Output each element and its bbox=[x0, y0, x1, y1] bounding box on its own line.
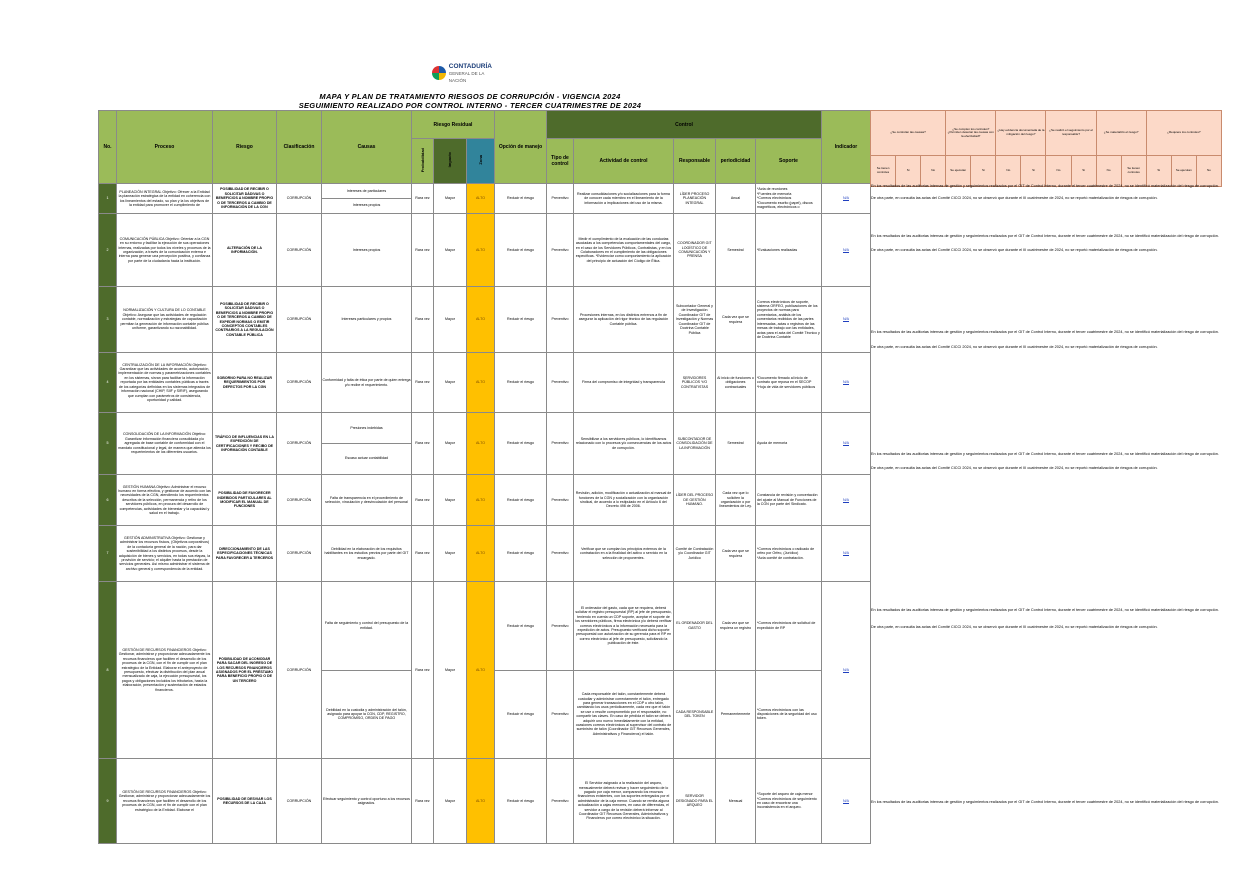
header-soporte: Soporte bbox=[756, 139, 822, 184]
periodicidad-cell: Mensual bbox=[716, 759, 756, 844]
eval-header-4: ¿Se realizó el seguimiento por el responsable? bbox=[1046, 111, 1096, 156]
header-periodicidad: periodicidad bbox=[716, 139, 756, 184]
responsable-cell: EL ORDENADOR DEL GASTO bbox=[674, 582, 716, 671]
soporte-cell: Ayuda de memoria bbox=[756, 413, 822, 475]
indicador-link[interactable]: N/A bbox=[843, 380, 849, 385]
indicador-cell bbox=[822, 759, 871, 844]
clasificacion-cell: CORRUPCIÓN bbox=[277, 526, 322, 582]
table-row bbox=[99, 214, 871, 287]
periodicidad-cell: Cada vez que lo soliciten la organización o por lineamientos de Ley. bbox=[716, 475, 756, 526]
actividad-cell: Procesiones internas, en los distintos entrenos a fin de asegurar la aplicación del rigor técnico de las regulación Contable pública. bbox=[574, 287, 674, 353]
header-tipo: Tipo de control bbox=[547, 139, 574, 184]
riesgo-cell: POSIBILIDAD DE RECIBIR O SOLICITAR DÁDIVAS O BENEFICIOS A NOMBRE PROPIO O DE TERCEROS A CAMBIO DE INFORMACIÓN DE LA CGN bbox=[213, 184, 277, 214]
row-number: 1 bbox=[99, 184, 117, 214]
indicador-link[interactable]: N/A bbox=[843, 667, 849, 672]
logo-name: CONTADURÍA bbox=[448, 62, 492, 70]
indicador-cell bbox=[822, 184, 871, 214]
indicador-cell bbox=[822, 582, 871, 759]
row-number: 4 bbox=[99, 353, 117, 413]
responsable-cell: SERVIDOR DESIGNADO PARA EL ARQUEO bbox=[674, 759, 716, 844]
eval-header-1: ¿Se controlan las causas? bbox=[871, 111, 946, 156]
row-number: 6 bbox=[99, 475, 117, 526]
actividad-cell: Medir el cumplimiento de la evaluación de las conductas asociadas a los competencias comportamentales del cargo, en el caso de los Servidores Públicos, Contratistas, y en los Colaboradores en el cumplimiento de las obligaciones específicas. *Evidenciar como comportamiento la aplicación del principio de actuación del Código de Ética. bbox=[574, 214, 674, 287]
causa-item: Presiones indebidas bbox=[322, 414, 411, 444]
indicador-link[interactable]: N/A bbox=[843, 497, 849, 502]
opcion-cell: Reducir el riesgo bbox=[495, 184, 547, 214]
opcion-cell: Reducir el riesgo bbox=[495, 287, 547, 353]
riesgo-cell: ALTERACIÓN DE LA INFORMACIÓN. bbox=[213, 214, 277, 287]
impacto-cell: Mayor bbox=[434, 475, 467, 526]
zona-cell: ALTO bbox=[467, 287, 495, 353]
probabilidad-cell: Rara vez bbox=[412, 526, 434, 582]
causas-cell: Debilidad en la custodia y administración del talón, asignado para apoyar la CGN, CDP, REGISTRO, COMPROMISO, ORDEN DE PAGO bbox=[322, 670, 412, 759]
actividad-cell: Realizar consolidaciones y/o socializaciones para la forma de conocer cada miembro en el lineamiento de la información a implicaciones del uso de la misma. bbox=[574, 184, 674, 214]
row-number: 7 bbox=[99, 526, 117, 582]
riesgo-cell: POSIBILIDAD DE ACOMODAR PARA SACAR DEL INGRESO DE LOS RECURSOS FINANCIEROS ASIGNADOS POR EL PRÉSTAMO PARA BENEFICIO PROPIO O DE UN TERCERO bbox=[213, 582, 277, 759]
clasificacion-cell: CORRUPCIÓN bbox=[277, 353, 322, 413]
row-number: 3 bbox=[99, 287, 117, 353]
soporte-cell: *Evaluaciones realizadas bbox=[756, 214, 822, 287]
eval-sub: No bbox=[921, 156, 946, 187]
riesgo-cell: TRÁFICO DE INFLUENCIAS EN LA EXPEDICIÓN DE CERTIFICACIONES Y RECIBO DE INFORMACIÓN CONTABLE bbox=[213, 413, 277, 475]
header-probabilidad: Probabilidad bbox=[419, 147, 425, 173]
observation-note: De otra parte, en consulta las actas del Comité CICCI 2024, no se observó que durante el III cuatrimestre de 2024, no se reportó materialización de riesgos de corrupción. bbox=[871, 625, 1158, 629]
clasificacion-cell: CORRUPCIÓN bbox=[277, 413, 322, 475]
observation-note: En los resultados de las auditorias internas de gestión y seguimientos realizados por el GIT de Control Interno, durante el tercer cuatrimestre de 2024, no se identificó materialización del riesgo de corrupción. bbox=[871, 234, 1219, 238]
tipo-cell: Preventivo bbox=[547, 184, 574, 214]
header-responsable: Responsable bbox=[674, 139, 716, 184]
probabilidad-cell: Rara vez bbox=[412, 184, 434, 214]
indicador-link[interactable]: N/A bbox=[843, 441, 849, 446]
actividad-cell: El Servidor asignado a la realización del arqueo, mensualmente deberá revisar y hacer seguimiento de lo pagado por caja menor, comparando los recursos financieros existentes, con los soportes entregados por el administrador de la caja menor. Cuando se remita alguna actualización a cajas menores, en caso de diferencias, el servidor a cargo de la revisión deberá informar al Coordinador GIT Recursos Generales, Administrativos y Financieros por correo electrónico la situación. bbox=[574, 759, 674, 844]
causas-cell: Debilidad en la elaboración de los requisitos habilitantes en los estudios previos por parte del GIT encargado. bbox=[322, 526, 412, 582]
zona-cell: ALTO bbox=[467, 526, 495, 582]
proceso-cell: CENTRALIZACIÓN DE LA INFORMACIÓN Objetivo: Garantizar que las actividades de acuerdo, autorización, implementación de normas y parametrizaciones contables en los sistemas, sirvan para facilitar la información reportada por las entidades contables públicas a través de los categorías definidas en los sistemas integrados de información nacional (CHIP, SIIF y SIRIF), asegurando que cumplan con parámetros de consistencia, oportunidad y calidad. bbox=[117, 353, 213, 413]
causas-cell: Falta de transparencia en el procedimiento de selección, vinculación y desvinculación del personal bbox=[322, 475, 412, 526]
eval-sub: No bbox=[1046, 156, 1071, 187]
zona-cell: ALTO bbox=[467, 582, 495, 759]
zona-cell: ALTO bbox=[467, 214, 495, 287]
indicador-cell bbox=[822, 214, 871, 287]
eval-header-2: ¿Se cumplen los controles? ¿Permiten detectar las causas con la efectividad? bbox=[946, 111, 996, 156]
causas-cell: Intereses particulares y propios bbox=[322, 287, 412, 353]
table-row bbox=[99, 582, 871, 671]
header-opcion: Opción de manejo bbox=[495, 111, 547, 184]
responsable-cell: Comité de Contratación y/o Coordinador GIT Jurídico bbox=[674, 526, 716, 582]
responsable-cell: Subcontador General y de Investigación Coordinador GIT de Investigación y Normas Coordinador GIT de Doctrina Contable Pública bbox=[674, 287, 716, 353]
observation-note: De otra parte, en consulta las actas del Comité CICCI 2024, no se observó que durante el III cuatrimestre de 2024, no se reportó materialización de riesgos de corrupción. bbox=[871, 196, 1158, 200]
indicador-link[interactable]: N/A bbox=[843, 551, 849, 556]
header-clasificacion: Clasificación bbox=[277, 111, 322, 184]
eval-sub: Si bbox=[971, 156, 996, 187]
proceso-cell: PLANEACIÓN INTEGRAL Objetivo: Ofrecer a la Entidad la planeación estratégica de la entidad en coherencia con los lineamientos del estado, su plan y la los objetivos de la entidad para promover el cumplimiento de bbox=[117, 184, 213, 214]
clasificacion-cell: CORRUPCIÓN bbox=[277, 184, 322, 214]
eval-sub: Si bbox=[1146, 156, 1171, 187]
soporte-cell: Constancia de revisión y concertación del ajuste al Manual de Funciones de la CGN por parte del Sindicato. bbox=[756, 475, 822, 526]
actividad-cell: El ordenador del gasto, cada que se requiera, deberá solicitar el registro presupuestal (RP) al jefe de presupuesto, teniendo en cuenta un CDP soporte, aceptar el soporte de los servidores públicos, firma electrónica y/o deberá verificar correos electrónicos a la información necesaria para la expedición de actos. Presupuesto verificará dicho soporte presupuestal con autorización de su gerencia para el RP en correo electrónico al jefe de presupuesto, solicitando la publicación de éste. bbox=[574, 582, 674, 671]
opcion-cell: Reducir el riesgo bbox=[495, 526, 547, 582]
tipo-cell: Preventivo bbox=[547, 475, 574, 526]
opcion-cell: Reducir el riesgo bbox=[495, 413, 547, 475]
row-number: 9 bbox=[99, 759, 117, 844]
actividad-cell: Revisión, adición, modificación o actualización al manual de funciones de la CGN y socialización con la organización sindical, de acuerdo a lo estipulado en el Artículo 6 del Decreto 498 de 2006. bbox=[574, 475, 674, 526]
eval-sub: Si bbox=[1021, 156, 1046, 187]
indicador-cell bbox=[822, 353, 871, 413]
tipo-cell: Preventivo bbox=[547, 759, 574, 844]
probabilidad-cell: Rara vez bbox=[412, 475, 434, 526]
riesgo-cell: POSIBILIDAD DE RECIBIR O SOLICITAR DÁDIVAS O BENEFICIOS A NOMBRE PROPIO O DE TERCEROS A CAMBIO DE EXPEDIR NORMAS O EMITIR CONCEPTOS CONTABLES CONTRARIOS A LA REGULACIÓN CONTABLE PÚBLICA bbox=[213, 287, 277, 353]
clasificacion-cell: CORRUPCIÓN bbox=[277, 475, 322, 526]
opcion-cell: Reducir el riesgo bbox=[495, 670, 547, 759]
zona-cell: ALTO bbox=[467, 413, 495, 475]
proceso-cell: GESTIÓN HUMANA Objetivo: Administrar el recurso humano en forma efectiva, y gestionar de acuerdo con las necesidades de la CGN, atendiendo los requerimientos descritos de la selección, permanencia y retiro de los servidores públicos, en procura del desarrollo de competencias, actividades de bienestar y la capacidad y salud en el trabajo. bbox=[117, 475, 213, 526]
document-title: MAPA Y PLAN DE TRATAMIENTO RIESGOS DE CORRUPCIÓN - VIGENCIA 2024 bbox=[319, 92, 621, 101]
responsable-cell: LÍDER DEL PROCESO DE GESTIÓN HUMANO. bbox=[674, 475, 716, 526]
row-number: 5 bbox=[99, 413, 117, 475]
indicador-link[interactable]: N/A bbox=[843, 196, 849, 201]
table-row bbox=[99, 184, 871, 214]
table-row bbox=[99, 287, 871, 353]
responsable-cell: SUBCONTADOR DE CONSOLIDACIÓN DE LA INFORMACIÓN bbox=[674, 413, 716, 475]
actividad-cell: Sensibilizar a los servidores públicos, lo identificamos relacionado con lo procesos y/o consecuencias de los actos de corrupción. bbox=[574, 413, 674, 475]
eval-sub: Si bbox=[1071, 156, 1096, 187]
row-number: 2 bbox=[99, 214, 117, 287]
table-row bbox=[99, 353, 871, 413]
actividad-cell: Firma del compromiso de integridad y transparencia bbox=[574, 353, 674, 413]
periodicidad-cell: Cada vez que se requiera bbox=[716, 526, 756, 582]
soporte-cell: *Documento firmado al inicio de contrato que reposa en el SECOP *Hoja de vida de servidores públicos bbox=[756, 353, 822, 413]
observation-note: De otra parte, en consulta las actas del Comité CICCI 2024, no se observó que durante el III cuatrimestre de 2024, no se reportó materialización de riesgos de corrupción. bbox=[871, 248, 1158, 252]
header-control: Control bbox=[547, 111, 822, 139]
observation-note: En los resultados de las auditorias internas de gestión y seguimientos realizados por el GIT de Control Interno, durante el tercer cuatrimestre de 2024, no se identificó materialización del riesgo de corrupción. bbox=[871, 800, 1219, 804]
header-riesgo: Riesgo bbox=[213, 111, 277, 184]
indicador-cell bbox=[822, 475, 871, 526]
causas-cell: Falta de seguimiento y control del presupuesto de la entidad. bbox=[322, 582, 412, 671]
tipo-cell: Preventivo bbox=[547, 526, 574, 582]
actividad-cell: Cada responsable del talón, constantemente deberá custodiar y administrar correctamente el talón, entregado para generar transacciones en el CDP u otro talón, cambiando los usos periódicamente, cada vez que el talón se use o resulte comprometido por el responsable, no compartir las claves. En caso de pérdida el talón se deberá adquirir uno nuevo inmediatamente con la entidad, ocasiones correos electrónicos al supervisor del contrato de suministro de talón (Coordinador GIT Recursos Generales, Administrativos y Financieros) el talón. bbox=[574, 670, 674, 759]
tipo-cell: Preventivo bbox=[547, 353, 574, 413]
causas-cell: Conformidad y falta de ética por parte de quien entrega y/o recibe el requerimiento. bbox=[322, 353, 412, 413]
zona-cell: ALTO bbox=[467, 353, 495, 413]
impacto-cell: Mayor bbox=[434, 214, 467, 287]
eval-sub: Si bbox=[896, 156, 921, 187]
tipo-cell: Preventivo bbox=[547, 582, 574, 671]
indicador-link[interactable]: N/A bbox=[843, 317, 849, 322]
impacto-cell: Mayor bbox=[434, 287, 467, 353]
opcion-cell: Reducir el riesgo bbox=[495, 214, 547, 287]
tipo-cell: Preventivo bbox=[547, 413, 574, 475]
responsable-cell: CADA RESPONSABLE DEL TOKEN bbox=[674, 670, 716, 759]
causa-item: Intereses de particulares bbox=[322, 185, 411, 199]
tipo-cell: Preventivo bbox=[547, 214, 574, 287]
opcion-cell: Reducir el riesgo bbox=[495, 475, 547, 526]
riesgo-cell: POSIBILIDAD DE FAVORECER INDEBIDOS PARTICULARES AL MODIFICAR EL MANUAL DE FUNCIONES bbox=[213, 475, 277, 526]
eval-header-6: ¿Requiere los controles? bbox=[1146, 111, 1221, 156]
zona-cell: ALTO bbox=[467, 759, 495, 844]
soporte-cell: *Correos electrónicos con las disposiciones de la seguridad del uso token. bbox=[756, 670, 822, 759]
proceso-cell: CONSOLIDACIÓN DE LA INFORMACIÓN Objetivo: Garantizar información financiera consolidada y/o agregada de base contable de conformidad con el mandato constitucional y legal, de manera que atienda los requerimientos de los diferentes usuarios. bbox=[117, 413, 213, 475]
periodicidad-cell: Permanentemente bbox=[716, 670, 756, 759]
indicador-cell bbox=[822, 526, 871, 582]
actividad-cell: Verificar que se cumplan los principios externos de la contratación en a la finalidad del activo o servicio en la selección de proponentes. bbox=[574, 526, 674, 582]
soporte-cell: *Soporte del arqueo de caja menor *Correos electrónicos de seguimiento en caso de encontrar una inconsistencia en el arqueo. bbox=[756, 759, 822, 844]
observation-note: De otra parte, en consulta las actas del Comité CICCI 2024, no se observó que durante el III cuatrimestre de 2024, no se reportó materialización de riesgos de corrupción. bbox=[871, 345, 1158, 349]
responsable-cell: SERVIDORES PÚBLICOS Y/O CONTRATISTAS bbox=[674, 353, 716, 413]
causas-cell bbox=[322, 184, 412, 214]
periodicidad-cell: Al inicio de funciones o obligaciones contractuales bbox=[716, 353, 756, 413]
table-row bbox=[99, 475, 871, 526]
soporte-cell: Correos electrónicos de soporte, sistema ORFEO, publicaciones de los proyectos de normas para comentarios, análisis de los comentarios recibidos de las partes interesadas, actas o registros de las mesas de trabajo con las entidades, actas para el acta del Comité Técnico y de Doctrina Contable bbox=[756, 287, 822, 353]
tipo-cell: Preventivo bbox=[547, 670, 574, 759]
eval-sub: No bbox=[1196, 156, 1221, 187]
table-row bbox=[99, 759, 871, 844]
periodicidad-cell: Semestral bbox=[716, 214, 756, 287]
opcion-cell: Reducir el riesgo bbox=[495, 353, 547, 413]
eval-header-3: ¿Hay evidencia documentada de la mitigación del riesgo? bbox=[996, 111, 1046, 156]
evaluation-table bbox=[870, 110, 1222, 187]
probabilidad-cell: Rara vez bbox=[412, 582, 434, 759]
indicador-link[interactable]: N/A bbox=[843, 798, 849, 803]
probabilidad-cell: Rara vez bbox=[412, 353, 434, 413]
eval-header-5: ¿Se materializó el riesgo? bbox=[1096, 111, 1146, 156]
header-proceso: Proceso bbox=[117, 111, 213, 184]
soporte-cell: *Correos electrónicos o radicado de orfeo por Orfeo, (Jurídico) *Acta comité de contratación. bbox=[756, 526, 822, 582]
proceso-cell: GESTIÓN DE RECURSOS FINANCIEROS Objetivo: Gestionar, administrar y proporcionar adecuadamente los recursos financieros que faciliten el desarrollo de los procesos de la CGN, con el fin de cumplir con el plan estratégico de la Entidad. Elaborar el bbox=[117, 759, 213, 844]
row-number: 8 bbox=[99, 582, 117, 759]
observation-note: En los resultados de las auditorias internas de gestión y seguimientos realizados por el GIT de Control Interno, durante el tercer cuatrimestre de 2024, no se identificó materialización del riesgo de corrupción. bbox=[871, 330, 1219, 334]
impacto-cell: Mayor bbox=[434, 759, 467, 844]
observation-note: En los resultados de las auditorias internas de gestión y seguimientos realizados por el GIT de Control Interno, durante el tercer cuatrimestre de 2024, no se identificó materialización del riesgo de corrupción. bbox=[871, 608, 1219, 612]
header-indicador: Indicador bbox=[822, 111, 871, 184]
probabilidad-cell: Rara vez bbox=[412, 287, 434, 353]
tipo-cell: Preventivo bbox=[547, 287, 574, 353]
probabilidad-cell: Rara vez bbox=[412, 759, 434, 844]
causas-cell: Intereses propios bbox=[322, 214, 412, 287]
soporte-cell: *Acta de reuniones *Fuentes de memoria *Correos electrónicos *Documento escrito (papel), discos magnéticos, electrónicos o bbox=[756, 184, 822, 214]
eval-sub: No bbox=[996, 156, 1021, 187]
proceso-cell: GESTIÓN ADMINISTRATIVA Objetivo: Gestionar y administrar los recursos físicos, (Objetivos corporativos) de la contaduría general de la nación, para dar sostenibilidad a los distintos procesos, desde la adquisición de bienes y servicios, en todas sus etapas, la provisión de servicio; el alquiler hasta la prestación de servicios generales. Así mismo administrar el sistema de archivo general y correspondencia de la entidad. bbox=[117, 526, 213, 582]
clasificacion-cell: CORRUPCIÓN bbox=[277, 759, 322, 844]
observation-note: En los resultados de las auditorias internas de gestión y seguimientos realizados por el GIT de Control Interno, durante el tercer cuatrimestre de 2024, no se identificó materialización del riesgo de corrupción. bbox=[871, 184, 1219, 188]
clasificacion-cell: CORRUPCIÓN bbox=[277, 287, 322, 353]
impacto-cell: Mayor bbox=[434, 413, 467, 475]
header-impacto: Impacto bbox=[447, 152, 452, 168]
riesgo-cell: SOBORNO PARA NO REALIZAR REQUERIMIENTOS POR DEFECTOS POR LA CGN bbox=[213, 353, 277, 413]
indicador-cell bbox=[822, 287, 871, 353]
impacto-cell: Mayor bbox=[434, 526, 467, 582]
causas-cell: Efectuar seguimiento y control oportuno a los recursos asignados. bbox=[322, 759, 412, 844]
header-zona: Zona bbox=[477, 155, 483, 165]
riesgo-cell: DIRECCIONAMIENTO DE LAS ESPECIFICACIONES TÉCNICAS PARA FAVORECER A TERCEROS bbox=[213, 526, 277, 582]
periodicidad-cell: Semestral bbox=[716, 413, 756, 475]
zona-cell: ALTO bbox=[467, 184, 495, 214]
responsable-cell: COORDINADOR GIT LOGÍSTICO DE COMUNICACIÓN Y PRENSA bbox=[674, 214, 716, 287]
indicador-link[interactable]: N/A bbox=[843, 247, 849, 252]
cgn-logo-mark-icon bbox=[432, 66, 446, 80]
indicador-cell bbox=[822, 413, 871, 475]
periodicidad-cell: Cada vez que se requiera un registro bbox=[716, 582, 756, 671]
risk-map-table bbox=[98, 110, 871, 844]
table-row bbox=[99, 526, 871, 582]
proceso-cell: NORMALIZACIÓN Y CULTURA DE LO CONTABLE Objetivo: Asegurar que las actividades de regulación contable, normalización y estrategias de capacitación permitan la generación de información contable pública uniforme, garantizando su razonabilidad. bbox=[117, 287, 213, 353]
causa-item: Intereses propios bbox=[352, 203, 381, 208]
impacto-cell: Mayor bbox=[434, 582, 467, 759]
riesgo-cell: POSIBILIDAD DE DESVIAR LOS RECURSOS DE LA CAJA bbox=[213, 759, 277, 844]
cgn-logo bbox=[432, 62, 502, 84]
observation-note: En los resultados de las auditorias internas de gestión y seguimientos realizados por el GIT de Control Interno, durante el tercer cuatrimestre de 2024, no se identificó materialización del riesgo de corrupción. bbox=[871, 452, 1219, 456]
document-subtitle: SEGUIMIENTO REALIZADO POR CONTROL INTERNO - TERCER CUATRIMESTRE DE 2024 bbox=[298, 101, 642, 110]
probabilidad-cell: Rara vez bbox=[412, 214, 434, 287]
clasificacion-cell: CORRUPCIÓN bbox=[277, 214, 322, 287]
causas-cell bbox=[322, 413, 412, 475]
periodicidad-cell: Anual bbox=[716, 184, 756, 214]
impacto-cell: Mayor bbox=[434, 353, 467, 413]
proceso-cell: COMUNICACIÓN PÚBLICA Objetivo: Orientar a la CGN en su entorno y facilitar la ejecución de sus operaciones internas, realizadas por todos los niveles y procesos de la organización, a través de la comunicación externa e interna para generar una percepción positiva, y confianza por parte de la ciudadanía hacia la institución. bbox=[117, 214, 213, 287]
zona-cell: ALTO bbox=[467, 475, 495, 526]
impacto-cell: Mayor bbox=[434, 184, 467, 214]
eval-sub: Se tienen controles bbox=[1121, 156, 1146, 187]
eval-sub: Se ejecutan bbox=[1171, 156, 1196, 187]
responsable-cell: LÍDER PROCESO PLANEACIÓN INTEGRAL bbox=[674, 184, 716, 214]
soporte-cell: *Correos electrónicos de solicitud de expedición de RP bbox=[756, 582, 822, 671]
opcion-cell: Reducir el riesgo bbox=[495, 582, 547, 671]
observation-note: De otra parte, en consulta las actas del Comité CICCI 2024, no se observó que durante el III cuatrimestre de 2024, no se reportó materialización de riesgos de corrupción. bbox=[871, 466, 1158, 470]
eval-sub: Se ejecutan bbox=[946, 156, 971, 187]
periodicidad-cell: Cada vez que se requiera bbox=[716, 287, 756, 353]
header-no: No. bbox=[99, 111, 117, 184]
header-actividad: Actividad de control bbox=[574, 139, 674, 184]
opcion-cell: Reducir el riesgo bbox=[495, 759, 547, 844]
table-row bbox=[99, 413, 871, 475]
header-causas: Causas bbox=[322, 111, 412, 184]
causa-item: Escaso actuar contabilidad bbox=[345, 456, 388, 461]
eval-sub: Se tienen controles bbox=[871, 156, 896, 187]
proceso-cell: GESTIÓN DE RECURSOS FINANCIEROS Objetivo: Gestionar, administrar y proporcionar adecuadamente los recursos financieros que faciliten el desarrollo de los procesos de la CGN, con el fin de cumplir con el plan estratégico de la Entidad. Elaborar el anteproyecto de presupuesto, efectuar la distribución del plan anual mensualizado de caja, la ejecución presupuestal, los pagos y obligaciones incluidos los tributarios, hasta la elaboración, presentación y sustentación de estados financieros. bbox=[117, 582, 213, 759]
header-riesgo-residual: Riesgo Residual bbox=[412, 111, 495, 139]
probabilidad-cell: Rara vez bbox=[412, 413, 434, 475]
clasificacion-cell: CORRUPCIÓN bbox=[277, 582, 322, 759]
eval-sub: No bbox=[1096, 156, 1121, 187]
logo-sub: GENERAL DE LA NACIÓN bbox=[448, 70, 485, 83]
